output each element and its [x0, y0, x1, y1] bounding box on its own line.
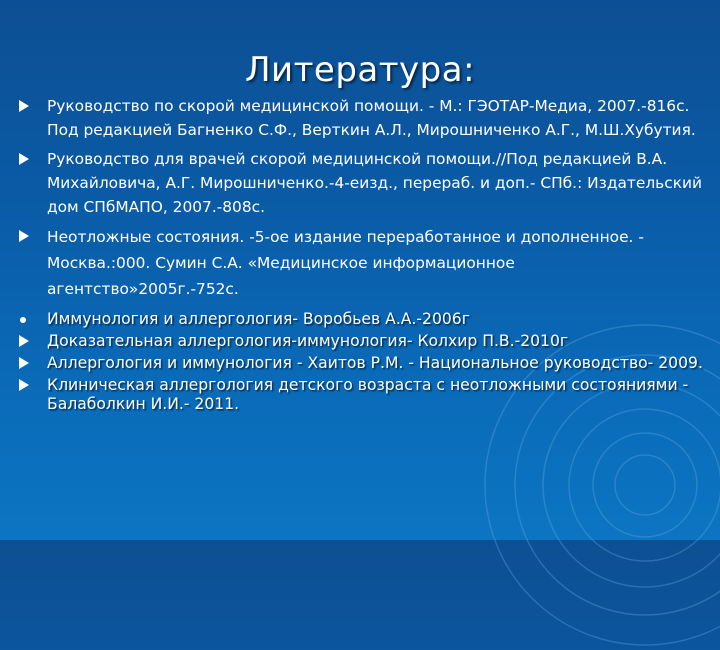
list-item: [14, 354, 704, 373]
list-item-text: Иммунология и аллергология- Воробьев А.А.-2006г: [47, 310, 470, 328]
list-item: [14, 94, 704, 142]
list-item-text: Неотложные состояния. -5-ое издание переработанное и дополненное. - Москва.:000. Сумин С.А. «Медицинское информационное агентство»2005г.-752с.: [47, 228, 644, 298]
list-item-text: Аллергология и иммунология - Хаитов Р.М. - Национальное руководство- 2009.: [47, 354, 703, 372]
arrow-bullet-icon: [18, 153, 30, 165]
list-item: [14, 224, 704, 302]
arrow-bullet-icon: [18, 379, 30, 391]
arrow-bullet-icon: [18, 100, 30, 112]
list-item-text: Клиническая аллергология детского возраста с неотложными состояниями - Балаболкин И.И.- 2011.: [47, 376, 689, 413]
list-item-text: Руководство по скорой медицинской помощи. - М.: ГЭОТАР-Медиа, 2007.-816с. Под редакцией Багненко С.Ф., Верткин А.Л., Мирошниченко А.Г., М.Ш.Хубутия.: [47, 97, 696, 139]
list-item: [14, 147, 704, 219]
list-item: [14, 310, 704, 329]
reference-list: [14, 94, 704, 417]
arrow-bullet-icon: [18, 357, 30, 369]
dot-bullet-icon: [20, 317, 26, 323]
arrow-bullet-icon: [18, 335, 30, 347]
list-item: [14, 376, 704, 414]
list-item-text: Доказательная аллергология-иммунология- Колхир П.В.-2010г: [47, 332, 569, 350]
slide-title: Литература:: [244, 50, 476, 90]
list-item-text: Руководство для врачей скорой медицинской помощи.//Под редакцией В.А. Михайловича, А.Г. Мирошниченко.-4-еизд., перераб. и доп.- СПб.: Издательский дом СПбМАПО, 2007.-808с.: [47, 150, 703, 216]
list-item: [14, 332, 704, 351]
arrow-bullet-icon: [18, 230, 30, 242]
